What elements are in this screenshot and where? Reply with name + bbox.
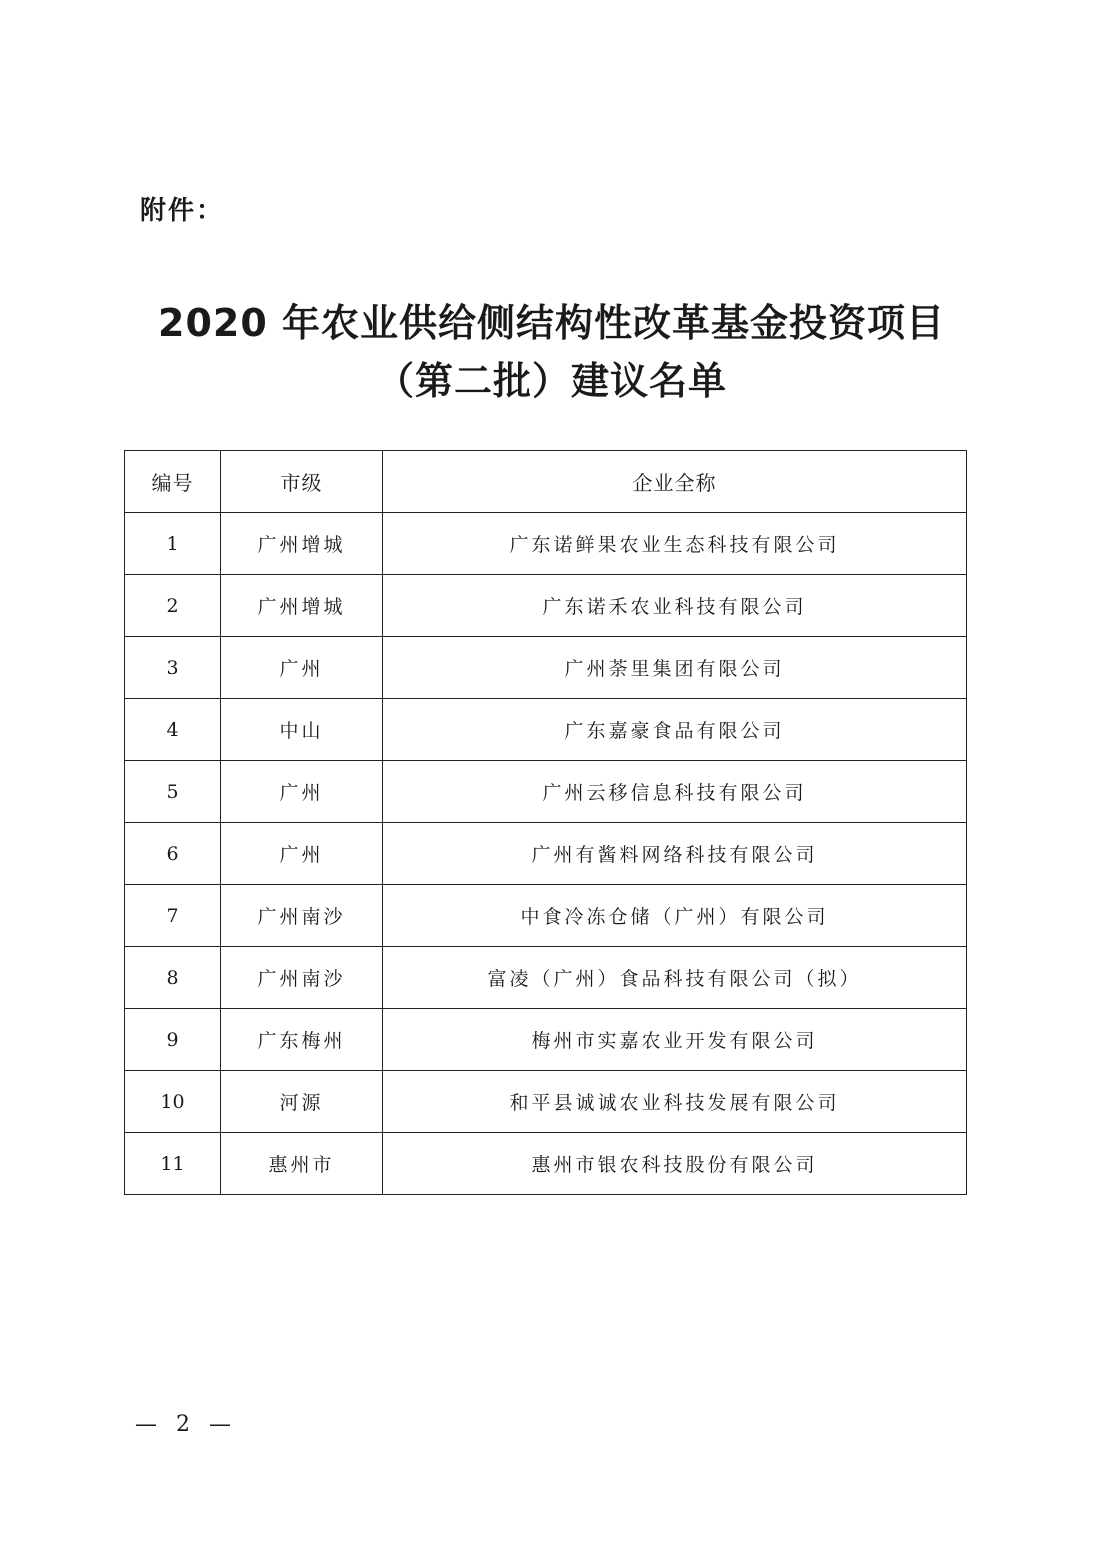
row-company: 中食冷冻仓储（广州）有限公司 (383, 885, 967, 947)
table-row (125, 823, 967, 885)
row-city: 广东梅州 (221, 1009, 383, 1071)
row-number: 3 (125, 637, 221, 699)
document-title-line-1: 2020 年农业供给侧结构性改革基金投资项目 (158, 301, 945, 345)
row-city: 河源 (221, 1071, 383, 1133)
row-company: 广州云移信息科技有限公司 (383, 761, 967, 823)
row-number: 11 (125, 1133, 221, 1195)
row-company: 广东诺禾农业科技有限公司 (383, 575, 967, 637)
row-city: 广州 (221, 637, 383, 699)
row-city: 中山 (221, 699, 383, 761)
row-number: 1 (125, 513, 221, 575)
table-header-row (125, 451, 967, 513)
row-number: 7 (125, 885, 221, 947)
row-number: 6 (125, 823, 221, 885)
row-number: 4 (125, 699, 221, 761)
table-row (125, 947, 967, 1009)
header-company: 企业全称 (383, 451, 967, 513)
header-city: 市级 (221, 451, 383, 513)
table-row (125, 699, 967, 761)
row-city: 广州 (221, 761, 383, 823)
row-company: 广州有酱料网络科技有限公司 (383, 823, 967, 885)
row-city: 广州南沙 (221, 947, 383, 1009)
table-row (125, 885, 967, 947)
table-row (125, 575, 967, 637)
row-company: 和平县诚诚农业科技发展有限公司 (383, 1071, 967, 1133)
row-number: 9 (125, 1009, 221, 1071)
table-row (125, 637, 967, 699)
row-city: 广州增城 (221, 575, 383, 637)
attachment-label: 附件： (140, 196, 225, 226)
table-row (125, 761, 967, 823)
table-row (125, 1133, 967, 1195)
row-company: 广东嘉豪食品有限公司 (383, 699, 967, 761)
row-city: 广州南沙 (221, 885, 383, 947)
row-company: 梅州市实嘉农业开发有限公司 (383, 1009, 967, 1071)
project-list-table (124, 450, 967, 1195)
row-number: 2 (125, 575, 221, 637)
table-row (125, 513, 967, 575)
row-company: 惠州市银农科技股份有限公司 (383, 1133, 967, 1195)
row-number: 5 (125, 761, 221, 823)
table-row (125, 1009, 967, 1071)
row-city: 惠州市 (221, 1133, 383, 1195)
row-company: 广州荼里集团有限公司 (383, 637, 967, 699)
row-city: 广州增城 (221, 513, 383, 575)
row-company: 富凌（广州）食品科技有限公司（拟） (383, 947, 967, 1009)
table-row (125, 1071, 967, 1133)
row-number: 8 (125, 947, 221, 1009)
header-number: 编号 (125, 451, 221, 513)
row-number: 10 (125, 1071, 221, 1133)
document-title-line-2: （第二批）建议名单 (375, 359, 727, 403)
row-city: 广州 (221, 823, 383, 885)
row-company: 广东诺鲜果农业生态科技有限公司 (383, 513, 967, 575)
page-number: — 2 — (135, 1412, 237, 1437)
